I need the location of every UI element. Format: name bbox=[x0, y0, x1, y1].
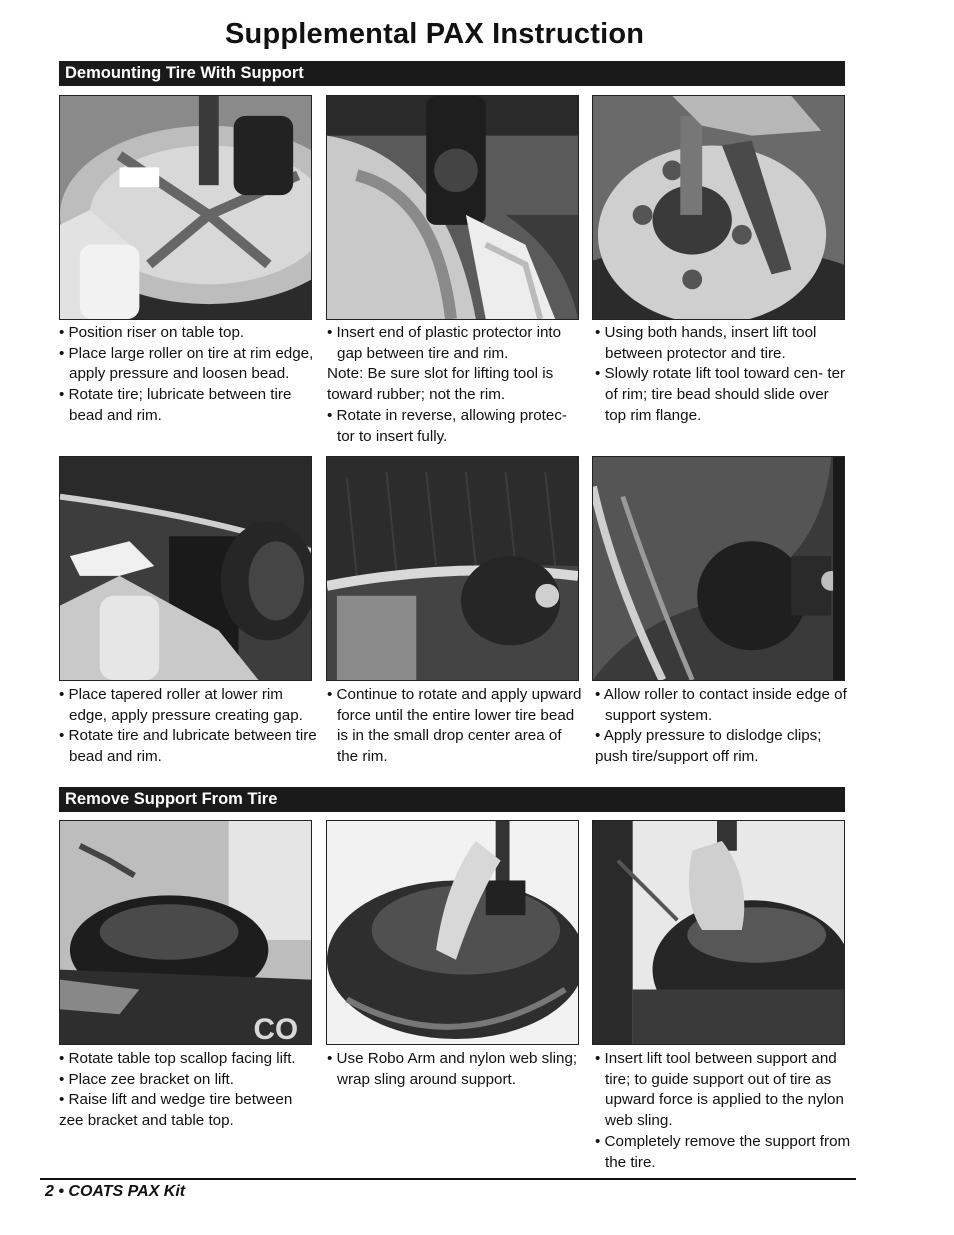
caption-insert-protector bbox=[327, 323, 585, 447]
caption-line: • Allow roller to contact inside edge of support system. bbox=[595, 686, 847, 724]
photo-zee-bracket-wedge bbox=[59, 820, 312, 1045]
caption-robo-arm bbox=[327, 1049, 585, 1090]
caption-line: zee bracket and table top. bbox=[59, 1112, 234, 1130]
coats-logo-fragment: CO bbox=[253, 1013, 299, 1044]
caption-line: • Insert lift tool between support and tire; to guide support out of tire as upward force is applied to the nylon web sling. bbox=[595, 1050, 844, 1130]
caption-line: • Rotate table top scallop facing lift. bbox=[59, 1050, 296, 1067]
caption-line: • Using both hands, insert lift tool between protector and tire. bbox=[595, 324, 817, 362]
caption-line: push tire/support off rim. bbox=[595, 748, 759, 766]
photo-riser-roller-lubricate bbox=[59, 95, 312, 320]
caption-line: • Use Robo Arm and nylon web sling; wrap sling around support. bbox=[327, 1050, 578, 1088]
caption-line: • Rotate tire and lubricate between tire bead and rim. bbox=[59, 727, 317, 766]
caption-riser-roller bbox=[59, 323, 317, 427]
caption-upward-force bbox=[327, 685, 585, 768]
caption-zee-bracket bbox=[59, 1049, 317, 1132]
caption-note: Note: Be sure slot for lifting tool is toward rubber; not the rim. bbox=[327, 365, 554, 404]
page-footer: 2 • COATS PAX Kit bbox=[45, 1183, 186, 1200]
caption-lift-tool bbox=[595, 323, 853, 427]
photo-insert-protector bbox=[326, 95, 579, 320]
caption-line: • Place large roller on tire at rim edge, apply pressure and loosen bead. bbox=[59, 344, 314, 383]
photo-robo-arm-sling bbox=[326, 820, 579, 1045]
section-heading-demounting: Demounting Tire With Support bbox=[59, 61, 845, 86]
photo-tapered-roller-lubricate bbox=[59, 456, 312, 681]
caption-line: • Position riser on table top. bbox=[59, 324, 245, 341]
photo-rotate-upward-force bbox=[326, 456, 579, 681]
caption-line: • Insert end of plastic protector into gap between tire and rim. bbox=[327, 324, 562, 362]
caption-line: • Slowly rotate lift tool toward cen- ter of rim; tire bead should slide over top rim flange. bbox=[595, 365, 846, 424]
caption-line: • Continue to rotate and apply upward force until the entire lower tire bead is in the small drop center area of the rim. bbox=[327, 686, 582, 766]
caption-tapered-roller bbox=[59, 685, 317, 768]
section-heading-remove-support: Remove Support From Tire bbox=[59, 787, 845, 812]
caption-line: • Place zee bracket on lift. bbox=[59, 1070, 234, 1088]
caption-line: • Apply pressure to dislodge clips; bbox=[595, 727, 822, 745]
caption-line: • Rotate in reverse, allowing protec- tor to insert fully. bbox=[327, 406, 567, 445]
caption-remove-support bbox=[595, 1049, 853, 1173]
caption-line: • Rotate tire; lubricate between tire bead and rim. bbox=[59, 386, 292, 424]
caption-line: • Raise lift and wedge tire between bbox=[59, 1091, 293, 1109]
page-title: Supplemental PAX Instruction bbox=[225, 18, 645, 50]
caption-line: • Completely remove the support from the tire. bbox=[595, 1132, 851, 1171]
photo-insert-lift-tool bbox=[592, 95, 845, 320]
footer-rule bbox=[40, 1178, 856, 1180]
photo-roller-contact-support bbox=[592, 456, 845, 681]
caption-dislodge-clips bbox=[595, 685, 853, 768]
caption-line: • Place tapered roller at lower rim edge, apply pressure creating gap. bbox=[59, 686, 303, 724]
photo-lift-tool-sling bbox=[592, 820, 845, 1045]
